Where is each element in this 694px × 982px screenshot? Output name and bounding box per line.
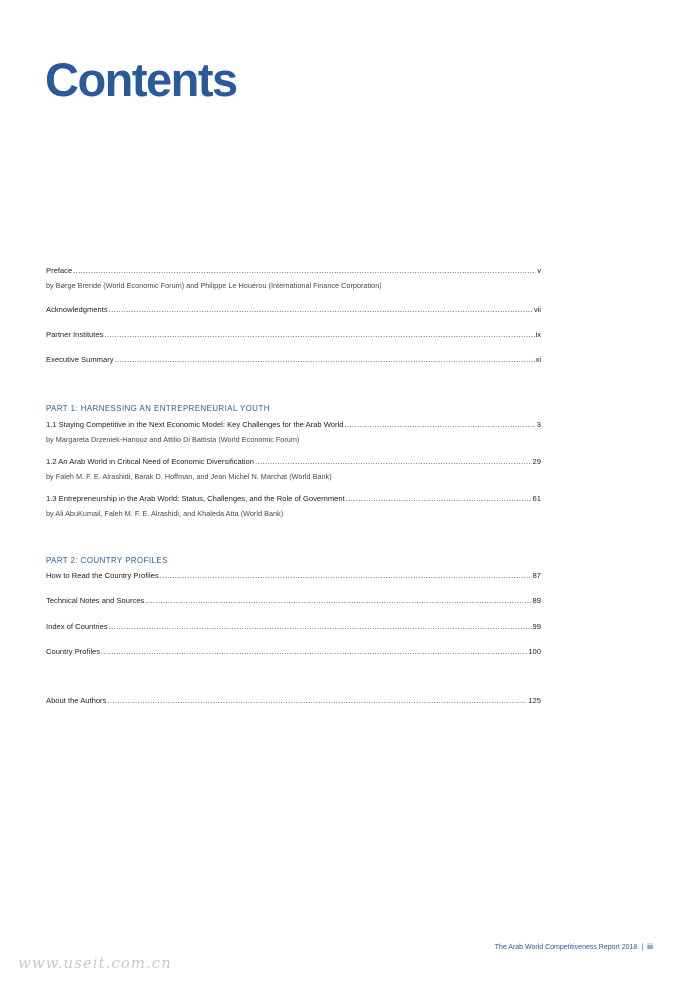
- toc-page-number: 99: [532, 622, 541, 631]
- dot-leader: [104, 330, 534, 340]
- toc-entry-about-the-authors[interactable]: [46, 696, 541, 706]
- toc-page-number: 89: [532, 596, 541, 605]
- toc-entry-title: Partner Institutes: [46, 330, 104, 339]
- toc-entry-technical-notes[interactable]: [46, 596, 541, 606]
- toc-byline: by Margareta Drzeniek-Hanouz and Attilio Di Battista (World Economic Forum): [46, 435, 300, 444]
- page-title: Contents: [45, 53, 237, 106]
- toc-entry-title: Preface: [46, 266, 73, 275]
- toc-entry-title: Index of Countries: [46, 622, 108, 631]
- footer-page-number: iii: [647, 944, 653, 951]
- toc-entry-title: 1.2 An Arab World in Critical Need of Economic Diversification: [46, 457, 254, 466]
- page-footer: [495, 944, 653, 951]
- toc-byline: by Ali AbuKumail, Faleh M. F. E. Alrashidi, and Khaleda Atta (World Bank): [46, 509, 284, 518]
- toc-entry-chapter-1-1[interactable]: [46, 420, 541, 445]
- toc-page-number: xi: [535, 355, 541, 364]
- toc-entry-title: 1.3 Entrepreneurship in the Arab World: Status, Challenges, and the Role of Government: [46, 494, 345, 503]
- toc-page-number: 3: [536, 420, 541, 429]
- toc-entry-title: Country Profiles: [46, 647, 101, 656]
- toc-entry-title: 1.1 Staying Competitive in the Next Economic Model: Key Challenges for the Arab World: [46, 420, 344, 429]
- dot-leader: [107, 696, 527, 706]
- toc-entry-title: How to Read the Country Profiles: [46, 571, 159, 580]
- dot-leader: [101, 647, 527, 657]
- toc-entry-title: Executive Summary: [46, 355, 114, 364]
- part-2-heading: PART 2: COUNTRY PROFILES: [46, 556, 168, 565]
- toc-page-number: vii: [533, 305, 541, 314]
- toc-page-number: ix: [535, 330, 541, 339]
- toc-entry-title: Technical Notes and Sources: [46, 596, 145, 605]
- part-1-heading: PART 1: HARNESSING AN ENTREPRENEURIAL YOUTH: [46, 404, 270, 413]
- toc-entry-chapter-1-2[interactable]: [46, 457, 541, 482]
- toc-entry-how-to-read[interactable]: [46, 571, 541, 581]
- dot-leader: [145, 596, 531, 606]
- dot-leader: [115, 355, 535, 365]
- toc-page-number: 29: [532, 457, 541, 466]
- dot-leader: [255, 457, 532, 467]
- footer-report-title: The Arab World Competitiveness Report 2018: [494, 944, 638, 951]
- toc-page-number: 61: [532, 494, 541, 503]
- toc-entry-country-profiles[interactable]: [46, 647, 541, 657]
- toc-page-number: v: [537, 266, 541, 275]
- dot-leader: [346, 494, 532, 504]
- dot-leader: [344, 420, 535, 430]
- toc-entry-title: About the Authors: [46, 696, 107, 705]
- toc-entry-executive-summary[interactable]: [46, 355, 541, 365]
- toc-page-number: 100: [528, 647, 541, 656]
- toc-byline: by Børge Brende (World Economic Forum) and Philippe Le Houérou (International Finance Corporation): [46, 281, 382, 290]
- dot-leader: [73, 266, 536, 276]
- dot-leader: [109, 622, 532, 632]
- toc-page-number: 87: [532, 571, 541, 580]
- watermark: www.useit.com.cn: [18, 954, 172, 972]
- toc-byline: by Faleh M. F. E. Alrashidi, Barak D. Hoffman, and Jean Michel N. Marchat (World Bank): [46, 472, 332, 481]
- toc-page-number: 125: [528, 696, 541, 705]
- toc-entry-acknowledgments[interactable]: [46, 305, 541, 315]
- toc-entry-title: Acknowledgments: [46, 305, 108, 314]
- toc-entry-partner-institutes[interactable]: [46, 330, 541, 340]
- dot-leader: [160, 571, 532, 581]
- toc-entry-preface[interactable]: [46, 266, 541, 291]
- toc-entry-chapter-1-3[interactable]: [46, 494, 541, 519]
- toc-entry-index-of-countries[interactable]: [46, 622, 541, 632]
- footer-separator: |: [641, 944, 644, 951]
- dot-leader: [109, 305, 533, 315]
